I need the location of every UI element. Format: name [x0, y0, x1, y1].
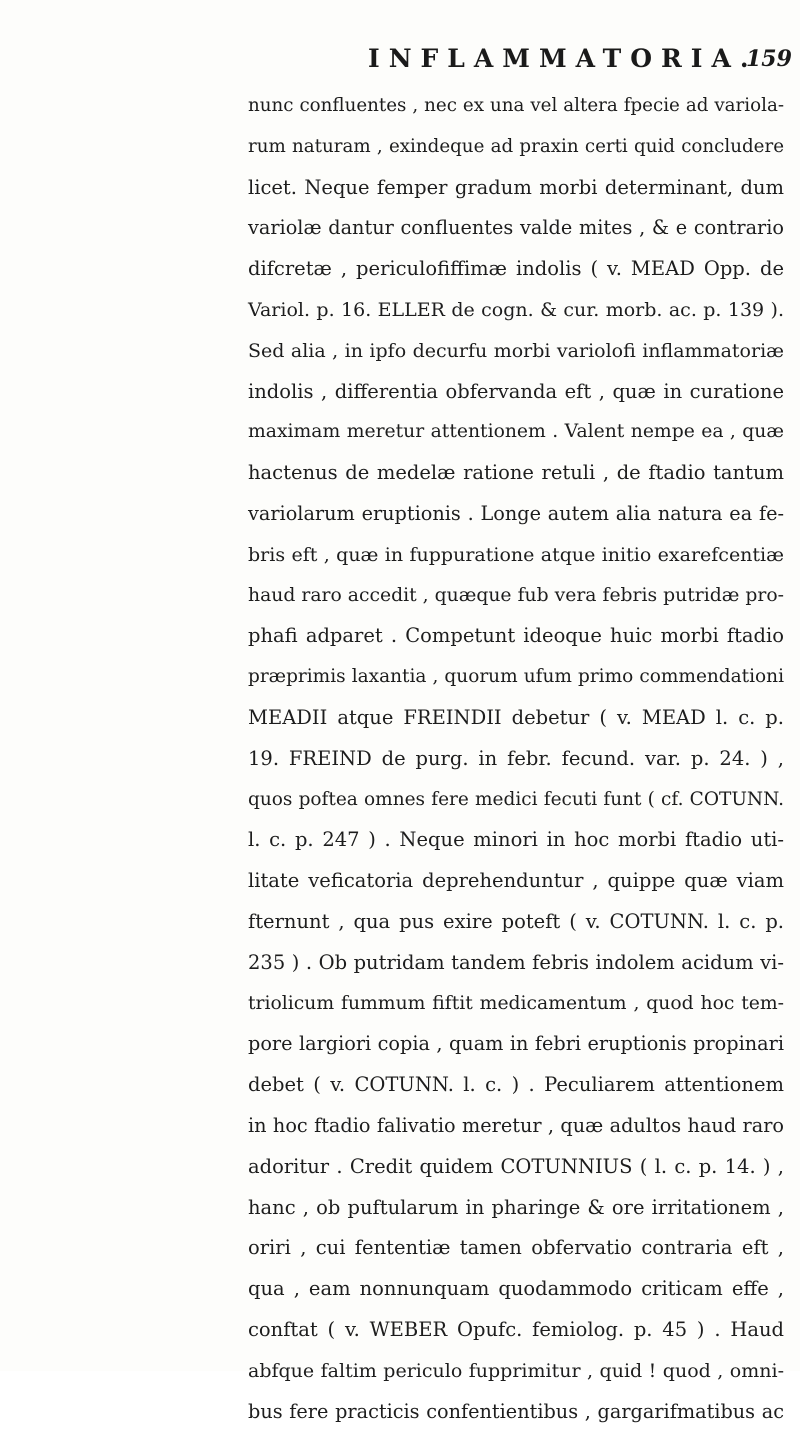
text-line: rum naturam , exindeque ad praxin certi quid concludere: [248, 127, 784, 168]
text-line: triolicum fummum fiftit medicamentum , quod hoc tem-: [248, 984, 784, 1025]
text-line: præprimis laxantia , quorum ufum primo commendationi: [248, 657, 784, 698]
text-line: MEADII atque FREINDII debetur ( v. MEAD l. c. p.: [248, 698, 784, 739]
text-line: indolis , differentia obfervanda eft , quæ in curatione: [248, 372, 784, 413]
text-line: Variol. p. 16. ELLER de cogn. & cur. morb. ac. p. 139 ).: [248, 290, 784, 331]
text-line: l. c. p. 247 ) . Neque minori in hoc morbi ftadio uti-: [248, 820, 784, 861]
text-line: variolæ dantur confluentes valde mites , & e contrario: [248, 208, 784, 249]
text-line: hanc , ob puftularum in pharinge & ore irritationem ,: [248, 1188, 784, 1229]
text-line: pore largiori copia , quam in febri eruptionis propinari: [248, 1024, 784, 1065]
text-line: qua , eam nonnunquam quodammodo criticam effe ,: [248, 1269, 784, 1310]
text-line: quos poftea omnes fere medici fecuti funt ( cf. COTUNN.: [248, 780, 784, 821]
text-line: haud raro accedit , quæque fub vera febris putridæ pro-: [248, 576, 784, 617]
text-line: debet ( v. COTUNN. l. c. ) . Peculiarem attentionem: [248, 1065, 784, 1106]
text-line: difcretæ , periculofiffimæ indolis ( v. MEAD Opp. de: [248, 249, 784, 290]
running-head: [0, 44, 800, 84]
text-line: phafi adparet . Competunt ideoque huic morbi ftadio: [248, 616, 784, 657]
text-line: nunc confluentes , nec ex una vel altera fpecie ad variola-: [248, 86, 784, 127]
text-line: 19. FREIND de purg. in febr. fecund. var. p. 24. ) ,: [248, 739, 784, 780]
text-line: 235 ) . Ob putridam tandem febris indolem acidum vi-: [248, 943, 784, 984]
text-line: maximam meretur attentionem . Valent nempe ea , quæ: [248, 412, 784, 453]
text-line: bus fere practicis confentientibus , gargarifmatibus ac: [248, 1392, 784, 1432]
body-text: [248, 86, 784, 1432]
text-line: fternunt , qua pus exire poteft ( v. COTUNN. l. c. p.: [248, 902, 784, 943]
text-line: hactenus de medelæ ratione retuli , de ftadio tantum: [248, 453, 784, 494]
running-title: INFLAMMATORIA.: [368, 44, 758, 73]
text-line: variolarum eruptionis . Longe autem alia natura ea fe-: [248, 494, 784, 535]
text-line: adoritur . Credit quidem COTUNNIUS ( l. c. p. 14. ) ,: [248, 1147, 784, 1188]
text-line: bris eft , quæ in fuppuratione atque initio exarefcentiæ: [248, 535, 784, 576]
text-line: conftat ( v. WEBER Opufc. femiolog. p. 45 ) . Haud: [248, 1310, 784, 1351]
text-line: in hoc ftadio falivatio meretur , quæ adultos haud raro: [248, 1106, 784, 1147]
page-number: 159: [746, 46, 792, 72]
text-line: abfque faltim periculo fupprimitur , quid ! quod , omni-: [248, 1351, 784, 1392]
text-line: oriri , cui fententiæ tamen obfervatio contraria eft ,: [248, 1228, 784, 1269]
text-line: Sed alia , in ipfo decurfu morbi variolofi inflammatoriæ: [248, 331, 784, 372]
text-line: licet. Neque femper gradum morbi determinant, dum: [248, 168, 784, 209]
text-line: litate veficatoria deprehenduntur , quippe quæ viam: [248, 861, 784, 902]
